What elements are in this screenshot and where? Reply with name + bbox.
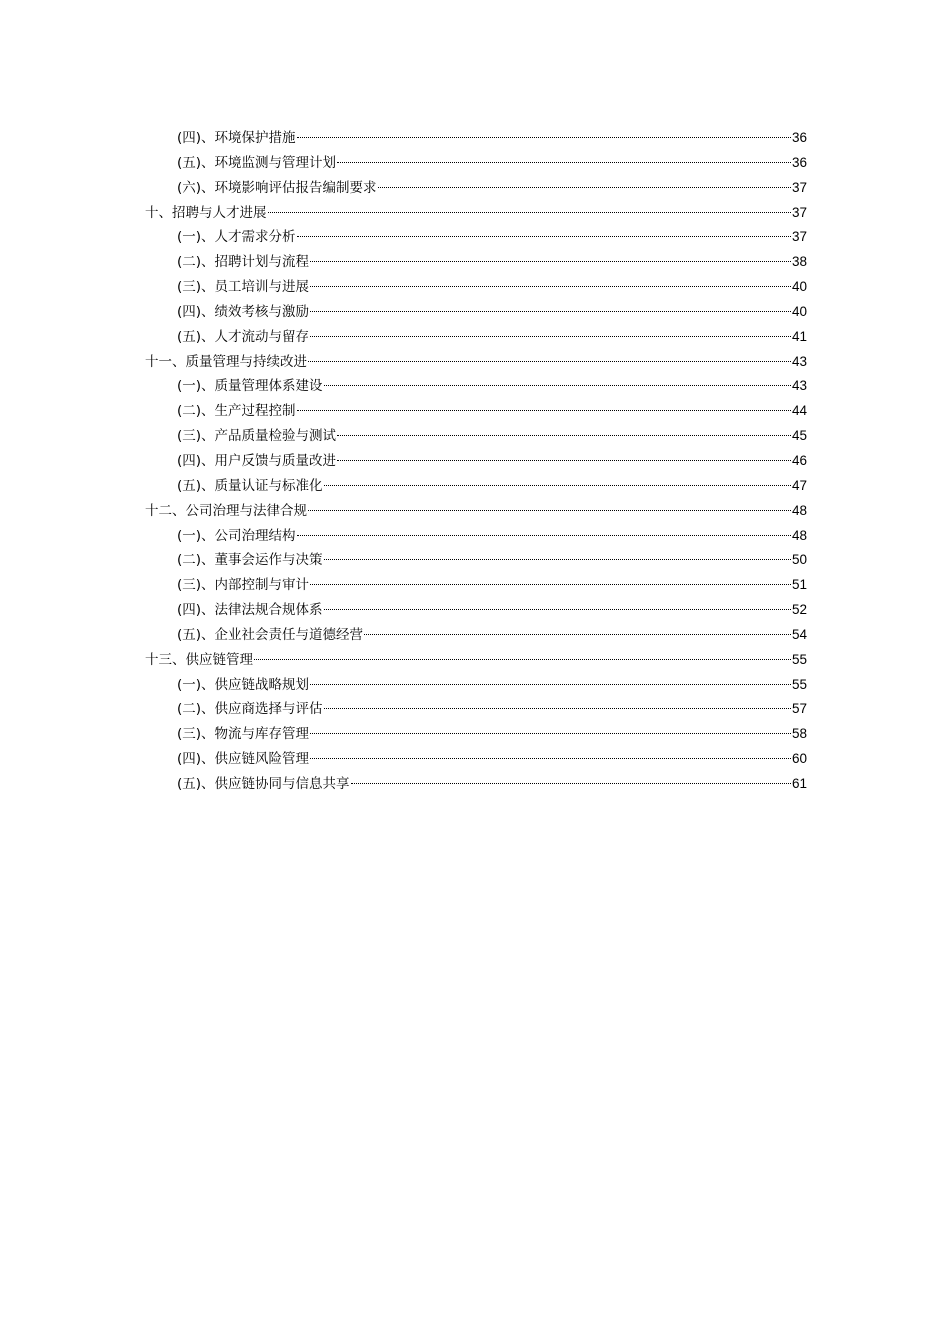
toc-dot-leader [310,758,791,759]
toc-entry-title: (五)、人才流动与留存 [177,328,310,345]
toc-dot-leader [351,783,791,784]
toc-entry-title: (三)、产品质量检验与测试 [177,428,337,445]
toc-entry-title: 十一、质量管理与持续改进 [145,353,307,370]
toc-page-number: 55 [791,651,807,667]
toc-section-entry[interactable] [145,598,807,623]
toc-section-entry[interactable] [145,673,807,698]
toc-chapter-entry[interactable] [145,350,807,375]
toc-page-number: 52 [791,602,807,618]
toc-page-number: 55 [791,676,807,692]
table-of-contents [145,126,807,797]
toc-page-number: 58 [791,726,807,742]
toc-section-entry[interactable] [145,300,807,325]
toc-page-number: 61 [791,775,807,791]
toc-dot-leader [310,684,791,685]
toc-dot-leader [308,510,791,511]
toc-dot-leader [297,137,791,138]
toc-section-entry[interactable] [145,474,807,499]
toc-entry-title: (五)、供应链协同与信息共享 [177,775,350,792]
toc-page-number: 43 [791,378,807,394]
toc-chapter-entry[interactable] [145,499,807,524]
toc-dot-leader [308,361,791,362]
toc-dot-leader [310,584,791,585]
toc-page-number: 37 [791,179,807,195]
toc-entry-title: (二)、董事会运作与决策 [177,552,323,569]
toc-page-number: 36 [791,154,807,170]
toc-entry-title: (二)、招聘计划与流程 [177,254,310,271]
toc-section-entry[interactable] [145,747,807,772]
toc-dot-leader [324,485,791,486]
toc-page-number: 47 [791,477,807,493]
toc-dot-leader [364,634,791,635]
toc-dot-leader [310,336,791,337]
toc-section-entry[interactable] [145,176,807,201]
toc-section-entry[interactable] [145,722,807,747]
toc-page-number: 37 [791,229,807,245]
toc-page-number: 51 [791,577,807,593]
toc-dot-leader [297,535,791,536]
toc-dot-leader [310,733,791,734]
toc-dot-leader [324,609,791,610]
toc-section-entry[interactable] [145,424,807,449]
toc-entry-title: (二)、供应商选择与评估 [177,701,323,718]
toc-dot-leader [324,559,791,560]
toc-page-number: 40 [791,303,807,319]
toc-page-number: 43 [791,353,807,369]
toc-entry-title: (六)、环境影响评估报告编制要求 [177,179,377,196]
toc-entry-title: (五)、质量认证与标准化 [177,477,323,494]
toc-entry-title: (四)、环境保护措施 [177,130,296,146]
toc-page-number: 60 [791,751,807,767]
toc-chapter-entry[interactable] [145,648,807,673]
toc-dot-leader [378,187,791,188]
toc-section-entry[interactable] [145,374,807,399]
toc-page-number: 45 [791,428,807,444]
toc-entry-title: 十二、公司治理与法律合规 [145,502,307,519]
toc-section-entry[interactable] [145,399,807,424]
toc-dot-leader [310,311,791,312]
toc-page-number: 46 [791,452,807,468]
toc-section-entry[interactable] [145,697,807,722]
toc-entry-title: (四)、绩效考核与激励 [177,303,310,320]
toc-page-number: 48 [791,527,807,543]
toc-section-entry[interactable] [145,772,807,797]
toc-section-entry[interactable] [145,325,807,350]
toc-dot-leader [310,286,791,287]
toc-dot-leader [297,236,791,237]
toc-section-entry[interactable] [145,275,807,300]
toc-entry-title: (一)、质量管理体系建设 [177,378,323,395]
toc-dot-leader [337,435,791,436]
toc-section-entry[interactable] [145,548,807,573]
toc-chapter-entry[interactable] [145,201,807,226]
toc-section-entry[interactable] [145,250,807,275]
toc-entry-title: (五)、企业社会责任与道德经营 [177,626,364,643]
toc-page-number: 50 [791,552,807,568]
toc-entry-title: (一)、人才需求分析 [177,229,296,246]
toc-page-number: 38 [791,254,807,270]
toc-entry-title: (一)、供应链战略规划 [177,676,310,693]
toc-section-entry[interactable] [145,225,807,250]
toc-entry-title: (四)、用户反馈与质量改进 [177,452,337,469]
toc-dot-leader [297,410,791,411]
toc-dot-leader [337,460,791,461]
toc-dot-leader [268,212,791,213]
toc-page-number: 37 [791,204,807,220]
toc-page-number: 44 [791,403,807,419]
toc-dot-leader [324,385,791,386]
toc-dot-leader [310,261,791,262]
toc-entry-title: (二)、生产过程控制 [177,403,296,420]
toc-dot-leader [337,162,791,163]
toc-page-number: 57 [791,701,807,717]
toc-entry-title: 十三、供应链管理 [145,651,253,668]
toc-entry-title: 十、招聘与人才进展 [145,204,267,221]
toc-section-entry[interactable] [145,126,807,151]
toc-page-number: 48 [791,502,807,518]
toc-page-number: 54 [791,626,807,642]
toc-entry-title: (四)、法律法规合规体系 [177,602,323,619]
toc-dot-leader [324,708,791,709]
toc-section-entry[interactable] [145,449,807,474]
toc-section-entry[interactable] [145,623,807,648]
toc-page-number: 40 [791,279,807,295]
toc-entry-title: (三)、员工培训与进展 [177,279,310,296]
toc-section-entry[interactable] [145,573,807,598]
toc-entry-title: (三)、内部控制与审计 [177,577,310,594]
toc-section-entry[interactable] [145,524,807,549]
toc-entry-title: (三)、物流与库存管理 [177,726,310,743]
toc-section-entry[interactable] [145,151,807,176]
toc-page-number: 36 [791,130,807,145]
toc-page-number: 41 [791,328,807,344]
toc-dot-leader [254,659,791,660]
toc-entry-title: (五)、环境监测与管理计划 [177,154,337,171]
toc-entry-title: (一)、公司治理结构 [177,527,296,544]
toc-entry-title: (四)、供应链风险管理 [177,751,310,768]
